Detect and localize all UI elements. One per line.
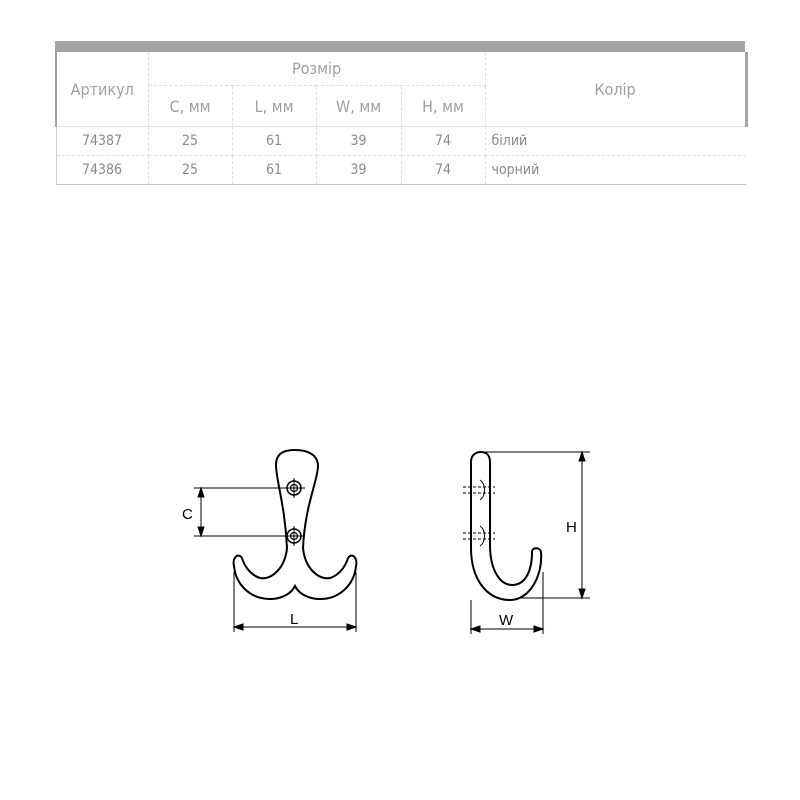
- cell-w: 39: [316, 127, 401, 156]
- cell-color: чорний: [485, 156, 746, 185]
- dimension-c: [194, 488, 287, 536]
- front-view: [234, 450, 357, 599]
- dimension-label-w: W: [499, 612, 514, 629]
- header-w: W, мм: [316, 86, 401, 127]
- cell-c: 25: [148, 156, 232, 185]
- header-size-group: Розмір: [148, 52, 485, 86]
- header-color: Колір: [485, 52, 746, 127]
- cell-article: 74386: [56, 156, 148, 185]
- side-view: [463, 452, 541, 600]
- hook-side-outline: [471, 452, 541, 600]
- cell-l: 61: [232, 127, 316, 156]
- dimension-label-l: L: [290, 611, 299, 628]
- header-l: L, мм: [232, 86, 316, 127]
- cell-article: 74387: [56, 127, 148, 156]
- header-c: C, мм: [148, 86, 232, 127]
- cell-c: 25: [148, 127, 232, 156]
- cell-color: білий: [485, 127, 746, 156]
- dimension-label-c: C: [182, 506, 193, 523]
- dimension-label-h: H: [566, 519, 577, 536]
- cell-h: 74: [401, 127, 485, 156]
- cell-l: 61: [232, 156, 316, 185]
- cell-h: 74: [401, 156, 485, 185]
- cell-w: 39: [316, 156, 401, 185]
- header-h: H, мм: [401, 86, 485, 127]
- header-article: Артикул: [56, 52, 148, 127]
- hook-front-outline: [234, 450, 357, 599]
